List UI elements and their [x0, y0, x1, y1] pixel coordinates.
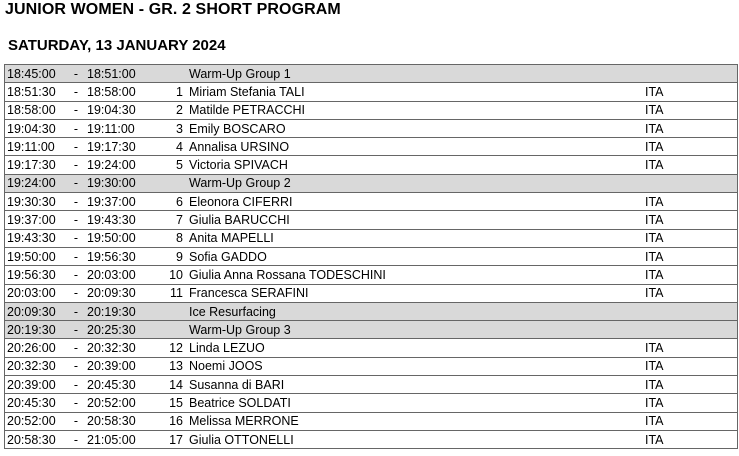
- time-separator: -: [65, 266, 87, 284]
- skater-name: Melissa MERRONE: [189, 412, 645, 430]
- schedule-session-row: [5, 321, 738, 339]
- skater-name: Susanna di BARI: [189, 376, 645, 394]
- schedule-skater-row: [5, 357, 738, 375]
- end-time: 19:30:00: [87, 174, 147, 192]
- start-time: 19:17:30: [5, 156, 66, 174]
- nation-code: ITA: [645, 101, 738, 119]
- end-time: 19:11:00: [87, 119, 147, 137]
- skater-name: Warm-Up Group 3: [189, 321, 645, 339]
- skater-name: Anita MAPELLI: [189, 229, 645, 247]
- end-time: 20:25:30: [87, 321, 147, 339]
- skater-name: Linda LEZUO: [189, 339, 645, 357]
- end-time: 20:39:00: [87, 357, 147, 375]
- nation-code: ITA: [645, 119, 738, 137]
- start-number: 11: [147, 284, 189, 302]
- start-time: 18:58:00: [5, 101, 66, 119]
- schedule-skater-row: [5, 339, 738, 357]
- time-separator: -: [65, 394, 87, 412]
- start-time: 20:32:30: [5, 357, 66, 375]
- end-time: 19:50:00: [87, 229, 147, 247]
- skater-name: Eleonora CIFERRI: [189, 193, 645, 211]
- skater-name: Ice Resurfacing: [189, 302, 645, 320]
- nation-code: ITA: [645, 247, 738, 265]
- start-number: 5: [147, 156, 189, 174]
- start-number: [147, 302, 189, 320]
- nation-code: [645, 321, 738, 339]
- end-time: 19:37:00: [87, 193, 147, 211]
- skater-name: Noemi JOOS: [189, 357, 645, 375]
- schedule-skater-row: [5, 394, 738, 412]
- start-time: 19:30:30: [5, 193, 66, 211]
- time-separator: -: [65, 211, 87, 229]
- schedule-skater-row: [5, 266, 738, 284]
- start-time: 19:04:30: [5, 119, 66, 137]
- schedule-date: SATURDAY, 13 JANUARY 2024: [8, 37, 226, 54]
- start-time: 20:03:00: [5, 284, 66, 302]
- start-number: 6: [147, 193, 189, 211]
- skater-name: Beatrice SOLDATI: [189, 394, 645, 412]
- start-number: 15: [147, 394, 189, 412]
- skater-name: Miriam Stefania TALI: [189, 83, 645, 101]
- start-number: 12: [147, 339, 189, 357]
- end-time: 18:58:00: [87, 83, 147, 101]
- time-separator: -: [65, 193, 87, 211]
- start-time: 18:45:00: [5, 65, 66, 83]
- start-number: 13: [147, 357, 189, 375]
- start-time: 19:43:30: [5, 229, 66, 247]
- skater-name: Sofia GADDO: [189, 247, 645, 265]
- schedule-skater-row: [5, 119, 738, 137]
- skater-name: Giulia OTTONELLI: [189, 430, 645, 448]
- start-number: 1: [147, 83, 189, 101]
- start-number: 10: [147, 266, 189, 284]
- schedule-skater-row: [5, 229, 738, 247]
- time-separator: -: [65, 83, 87, 101]
- time-separator: -: [65, 101, 87, 119]
- start-time: 20:19:30: [5, 321, 66, 339]
- time-separator: -: [65, 376, 87, 394]
- nation-code: ITA: [645, 339, 738, 357]
- start-number: [147, 65, 189, 83]
- start-number: 4: [147, 138, 189, 156]
- schedule-skater-row: [5, 430, 738, 448]
- skater-name: Victoria SPIVACH: [189, 156, 645, 174]
- time-separator: -: [65, 247, 87, 265]
- start-number: 8: [147, 229, 189, 247]
- skater-name: Francesca SERAFINI: [189, 284, 645, 302]
- start-number: 3: [147, 119, 189, 137]
- schedule-session-row: [5, 174, 738, 192]
- schedule-skater-row: [5, 284, 738, 302]
- end-time: 20:52:00: [87, 394, 147, 412]
- start-number: 9: [147, 247, 189, 265]
- end-time: 19:56:30: [87, 247, 147, 265]
- time-separator: -: [65, 284, 87, 302]
- time-separator: -: [65, 412, 87, 430]
- schedule-skater-row: [5, 138, 738, 156]
- time-separator: -: [65, 339, 87, 357]
- skater-name: Warm-Up Group 2: [189, 174, 645, 192]
- schedule-table: [4, 64, 738, 449]
- schedule-skater-row: [5, 247, 738, 265]
- nation-code: ITA: [645, 156, 738, 174]
- end-time: 19:43:30: [87, 211, 147, 229]
- start-number: 14: [147, 376, 189, 394]
- time-separator: -: [65, 229, 87, 247]
- schedule-skater-row: [5, 211, 738, 229]
- nation-code: ITA: [645, 229, 738, 247]
- time-separator: -: [65, 156, 87, 174]
- end-time: 20:58:30: [87, 412, 147, 430]
- nation-code: [645, 65, 738, 83]
- page-title: JUNIOR WOMEN - GR. 2 SHORT PROGRAM: [5, 1, 341, 18]
- start-time: 20:58:30: [5, 430, 66, 448]
- nation-code: ITA: [645, 284, 738, 302]
- end-time: 20:32:30: [87, 339, 147, 357]
- start-time: 20:45:30: [5, 394, 66, 412]
- schedule-skater-row: [5, 376, 738, 394]
- time-separator: -: [65, 65, 87, 83]
- start-time: 18:51:30: [5, 83, 66, 101]
- schedule-session-row: [5, 65, 738, 83]
- nation-code: ITA: [645, 376, 738, 394]
- start-time: 20:52:00: [5, 412, 66, 430]
- start-time: 19:50:00: [5, 247, 66, 265]
- end-time: 19:24:00: [87, 156, 147, 174]
- schedule-body: [5, 65, 738, 449]
- start-number: [147, 321, 189, 339]
- nation-code: ITA: [645, 266, 738, 284]
- start-number: 16: [147, 412, 189, 430]
- start-time: 20:39:00: [5, 376, 66, 394]
- end-time: 20:03:00: [87, 266, 147, 284]
- nation-code: ITA: [645, 357, 738, 375]
- nation-code: ITA: [645, 138, 738, 156]
- end-time: 19:04:30: [87, 101, 147, 119]
- end-time: 18:51:00: [87, 65, 147, 83]
- nation-code: ITA: [645, 394, 738, 412]
- nation-code: [645, 174, 738, 192]
- schedule-skater-row: [5, 101, 738, 119]
- skater-name: Matilde PETRACCHI: [189, 101, 645, 119]
- time-separator: -: [65, 321, 87, 339]
- start-number: 2: [147, 101, 189, 119]
- start-number: 7: [147, 211, 189, 229]
- schedule-skater-row: [5, 412, 738, 430]
- time-separator: -: [65, 302, 87, 320]
- schedule-skater-row: [5, 83, 738, 101]
- schedule-skater-row: [5, 156, 738, 174]
- nation-code: ITA: [645, 412, 738, 430]
- nation-code: ITA: [645, 193, 738, 211]
- schedule-skater-row: [5, 193, 738, 211]
- skater-name: Warm-Up Group 1: [189, 65, 645, 83]
- time-separator: -: [65, 138, 87, 156]
- start-time: 20:09:30: [5, 302, 66, 320]
- skater-name: Giulia BARUCCHI: [189, 211, 645, 229]
- end-time: 19:17:30: [87, 138, 147, 156]
- skater-name: Giulia Anna Rossana TODESCHINI: [189, 266, 645, 284]
- nation-code: [645, 302, 738, 320]
- schedule-session-row: [5, 302, 738, 320]
- end-time: 21:05:00: [87, 430, 147, 448]
- start-time: 19:37:00: [5, 211, 66, 229]
- skater-name: Annalisa URSINO: [189, 138, 645, 156]
- time-separator: -: [65, 174, 87, 192]
- skater-name: Emily BOSCARO: [189, 119, 645, 137]
- start-number: 17: [147, 430, 189, 448]
- time-separator: -: [65, 119, 87, 137]
- start-time: 20:26:00: [5, 339, 66, 357]
- end-time: 20:09:30: [87, 284, 147, 302]
- start-time: 19:11:00: [5, 138, 66, 156]
- time-separator: -: [65, 357, 87, 375]
- start-number: [147, 174, 189, 192]
- nation-code: ITA: [645, 83, 738, 101]
- start-time: 19:24:00: [5, 174, 66, 192]
- end-time: 20:45:30: [87, 376, 147, 394]
- end-time: 20:19:30: [87, 302, 147, 320]
- nation-code: ITA: [645, 211, 738, 229]
- time-separator: -: [65, 430, 87, 448]
- start-time: 19:56:30: [5, 266, 66, 284]
- nation-code: ITA: [645, 430, 738, 448]
